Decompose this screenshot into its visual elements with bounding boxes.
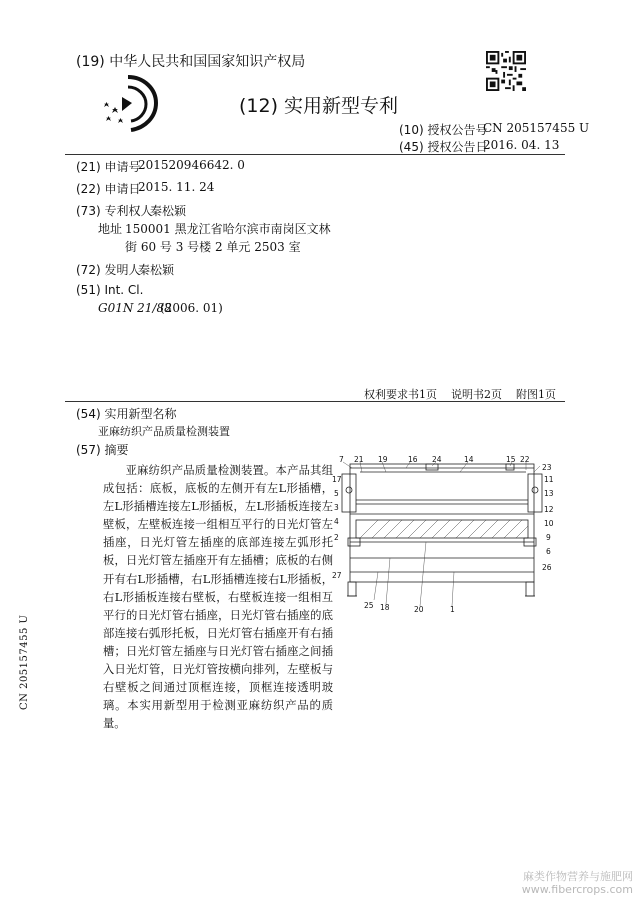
- fig-label-4: 4: [334, 517, 339, 526]
- page-count-divider: [65, 401, 565, 402]
- address-line-2: 街 60 号 3 号楼 2 单元 2503 室: [125, 240, 301, 254]
- fig-label-15: 15: [506, 455, 516, 464]
- fig-label-23: 23: [542, 463, 552, 472]
- side-pub-number: CN 205157455 U: [19, 614, 30, 710]
- pub-no-label: (10) 授权公告号: [399, 123, 488, 137]
- fig-label-26: 26: [542, 563, 552, 572]
- watermark-line-1: 麻类作物营养与施肥网: [523, 870, 633, 883]
- watermark-line-2: www.fibercrops.com: [521, 883, 633, 896]
- address-line-1: 150001 黑龙江省哈尔滨市南岗区文林: [125, 222, 331, 236]
- abstract-label: (57) 摘要: [76, 443, 129, 457]
- inventor-value: 秦松颖: [138, 263, 175, 277]
- header-divider: [65, 154, 565, 155]
- fig-label-9: 9: [546, 533, 551, 542]
- app-no-value: 201520946642. 0: [138, 158, 245, 172]
- fig-label-11: 11: [544, 475, 554, 484]
- fig-label-25: 25: [364, 601, 374, 610]
- filing-date-value: 2015. 11. 24: [138, 180, 215, 194]
- title-value: 亚麻纺织产品质量检测装置: [98, 425, 230, 438]
- fig-label-6: 6: [546, 547, 551, 556]
- title-label: (54) 实用新型名称: [76, 407, 177, 421]
- cnipa-emblem-icon: [98, 73, 160, 133]
- fig-label-20: 20: [414, 605, 424, 614]
- abstract-paragraph: 亚麻纺织产品质量检测装置。本产品其组成包括：底板，底板的左侧开有左L形插槽，左L形插槽连接左L形插板，左L形插板连接左壁板，左壁板连接一组相互平行的日光灯管左插座，日光灯管左插座的底部连接左弧形托板，日光灯管左插座开有左插槽；底板的右侧开有右L形插槽，右L形插槽连接右L形插板，右L形插板连接右壁板，右壁板连接一组相互平行的日光灯管右插座，日光灯管右插座的底部连接右弧形托板，日光灯管右插座开有右插槽；日光灯管左插座与日光灯管右插座之间插入日光灯管，日光灯管按横向排列，左壁板与右壁板之间通过顶框连接，顶框连接透明玻璃。本实用新型用于检测亚麻纺织产品的质量。: [103, 464, 333, 731]
- address-label: 地址: [98, 222, 123, 236]
- patentee-value: 秦松颖: [150, 204, 187, 218]
- fig-label-22: 22: [520, 455, 530, 464]
- fig-label-5: 5: [334, 489, 339, 498]
- intcl-year: (2006. 01): [160, 301, 223, 315]
- fig-label-14: 14: [464, 455, 474, 464]
- fig-label-18: 18: [380, 603, 390, 612]
- pub-date-label: (45) 授权公告日: [399, 140, 488, 154]
- page-counts: 权利要求书1页 说明书2页 附图1页: [364, 388, 556, 401]
- fig-label-2: 2: [334, 533, 339, 542]
- pub-no-value: CN 205157455 U: [483, 121, 590, 135]
- pub-date-value: 2016. 04. 13: [483, 138, 560, 152]
- inventor-label: (72) 发明人: [76, 263, 141, 277]
- fig-label-24: 24: [432, 455, 442, 464]
- watermark: [522, 870, 633, 896]
- fig-label-19: 19: [378, 455, 388, 464]
- qr-code-icon: [486, 51, 526, 91]
- fig-label-1: 1: [450, 605, 455, 614]
- fig-label-13: 13: [544, 489, 554, 498]
- document-type: (12) 实用新型专利: [239, 95, 399, 117]
- fig-label-7: 7: [339, 455, 344, 464]
- patentee-label: (73) 专利权人: [76, 204, 153, 218]
- intcl-code: G01N 21/88: [98, 301, 172, 315]
- office-name: (19) 中华人民共和国国家知识产权局: [76, 54, 306, 70]
- fig-label-27: 27: [332, 571, 342, 580]
- fig-label-21: 21: [354, 455, 364, 464]
- app-no-label: (21) 申请号: [76, 160, 141, 174]
- fig-label-3: 3: [334, 503, 339, 512]
- intcl-label: (51) Int. Cl.: [76, 283, 144, 297]
- abstract-text: [103, 462, 333, 733]
- fig-label-10: 10: [544, 519, 554, 528]
- fig-label-16: 16: [408, 455, 418, 464]
- fig-label-12: 12: [544, 505, 554, 514]
- device-drawing: [330, 454, 561, 616]
- filing-date-label: (22) 申请日: [76, 182, 141, 196]
- fig-label-17: 17: [332, 475, 342, 484]
